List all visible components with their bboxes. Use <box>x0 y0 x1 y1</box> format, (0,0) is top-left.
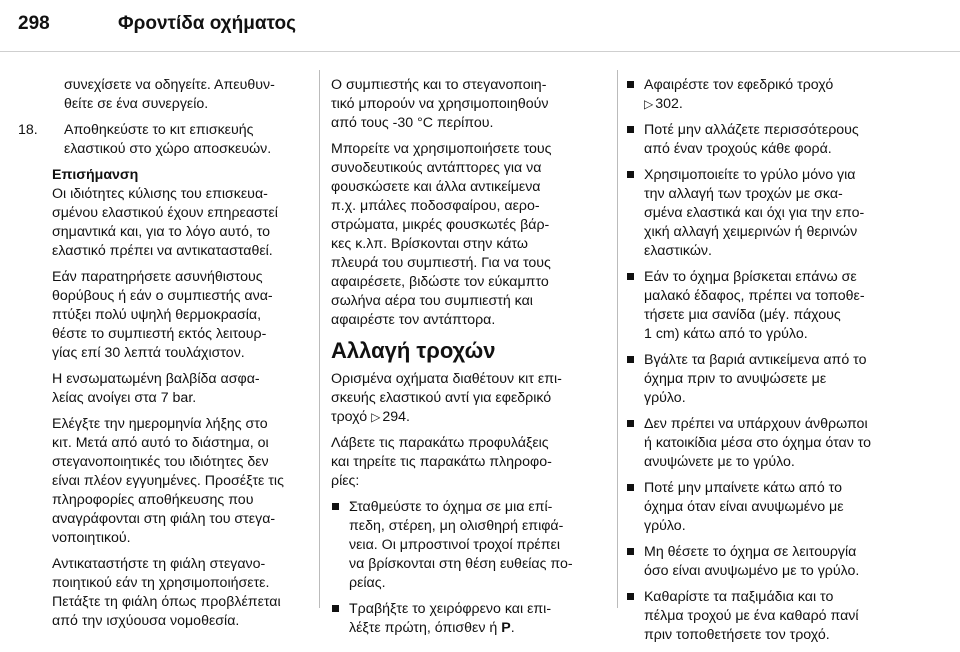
square-bullet-icon <box>627 548 634 555</box>
list-item: Τραβήξτε το χειρόφρενο και επι- λέξτε πρώτη, όπισθεν ή P. <box>331 600 609 638</box>
square-bullet-icon <box>332 503 339 510</box>
note-heading: Επισήμανση <box>52 167 139 183</box>
arrow-ref-icon: ▷ <box>371 410 381 424</box>
list-item: Βγάλτε τα βαριά αντικείμενα από το όχημα πριν το ανυψώσετε με γρύλο. <box>626 351 946 408</box>
list-item: Σταθμεύστε το όχημα σε μια επί- πεδη, στέρεη, μη ολισθηρή επιφά- νεια. Οι μπροστινοί τροχοί πρέπει να βρίσκονται στη θέση ευθείας πο- ρείας. <box>331 498 609 593</box>
section-heading: Αλλαγή τροχών <box>331 338 496 363</box>
step-number: 18. <box>18 122 38 138</box>
page-title: Φροντίδα οχήματος <box>118 13 296 34</box>
square-bullet-icon <box>627 484 634 491</box>
list-item: Ποτέ μην μπαίνετε κάτω από το όχημα όταν είναι ανυψωμένο με γρύλο. <box>626 479 946 536</box>
note-paragraph: Αντικαταστήστε τη φιάλη στεγανο- ποιητικού εάν τη χρησιμοποιήσετε. Πετάξτε τη φιάλη όπως προβλέπεται από την ισχύουσα νομοθεσία. <box>52 556 281 629</box>
precaution-paragraph: Λάβετε τις παρακάτω προφυλάξεις και τηρείτε τις παρακάτω πληροφο- ρίες: <box>331 435 552 489</box>
page-ref-link[interactable]: 302. <box>655 96 683 112</box>
square-bullet-icon <box>332 605 339 612</box>
list-item: Δεν πρέπει να υπάρχουν άνθρωποι ή κατοικίδια μέσα στο όχημα όταν το ανυψώνετε με το γρύλο. <box>626 415 946 472</box>
square-bullet-icon <box>627 273 634 280</box>
square-bullet-icon <box>627 593 634 600</box>
square-bullet-icon <box>627 126 634 133</box>
arrow-ref-icon: ▷ <box>644 97 654 111</box>
step-18: 18. Αποθηκεύστε το κιτ επισκευής ελαστικού στο χώρο αποσκευών. <box>18 122 272 157</box>
page-header <box>0 0 960 44</box>
column-divider <box>617 70 618 608</box>
square-bullet-icon <box>627 171 634 178</box>
column-right <box>626 76 946 652</box>
list-item: Αφαιρέστε τον εφεδρικό τροχό ▷ 302. <box>626 76 946 114</box>
paragraph: Ο συμπιεστής και το στεγανοποιη- τικό μπορούν να χρησιμοποιηθούν από τους -30 °C περίπου. <box>331 77 549 131</box>
square-bullet-icon <box>627 420 634 427</box>
note-paragraph: Ελέγξτε την ημερομηνία λήξης στο κιτ. Μετά από αυτό το διάστημα, οι στεγανοποιητικές του ιδιότητες δεν είναι πλέον εγγυημένες. Προσέξτε τις πληροφορίες αποθήκευσης που αναγράφονται στη φιάλη του στεγα- νοποιητικού. <box>52 416 284 546</box>
square-bullet-icon <box>627 356 634 363</box>
note-paragraph: Οι ιδιότητες κύλισης του επισκευα- σμένου ελαστικού έχουν επηρεαστεί σημαντικά και, για το λόγο αυτό, το ελαστικό πρέπει να αντικατασταθεί. <box>52 186 278 259</box>
square-bullet-icon <box>627 81 634 88</box>
intro-paragraph: Ορισμένα οχήματα διαθέτουν κιτ επι- σκευής ελαστικού αντί για εφεδρικό τροχό ▷ 294. <box>331 371 562 425</box>
page-ref-link[interactable]: 294. <box>382 409 410 425</box>
list-item: Καθαρίστε τα παξιμάδια και το πέλμα τροχού με ένα καθαρό πανί πριν τοποθετήσετε τον τροχό. <box>626 588 946 645</box>
page-number: 298 <box>18 13 50 34</box>
list-item: Ποτέ μην αλλάζετε περισσότερους από έναν τροχούς κάθε φορά. <box>626 121 946 159</box>
list-item: Εάν το όχημα βρίσκεται επάνω σε μαλακό έδαφος, πρέπει να τοποθε- τήσετε μια σανίδα (μέγ. πάχους 1 cm) κάτω από το γρύλο. <box>626 268 946 344</box>
note-paragraph: Εάν παρατηρήσετε ασυνήθιστους θορύβους ή εάν ο συμπιεστής ανα- πτύξει πολύ υψηλή θερμοκρασία, θέστε το συμπιεστή εκτός λειτουρ- γίας επί 30 λεπτά τουλάχιστον. <box>52 269 273 361</box>
paragraph: Μπορείτε να χρησιμοποιήσετε τους συνοδευτικούς αντάπτορες για να φουσκώσετε και άλλα αντικείμενα π.χ. μπάλες ποδοσφαίρου, αερο- στρώματα, μικρές φουσκωτές βάρ- κες κ.λπ. Βρίσκονται στην κάτω πλευρά του συμπιεστή. Για να τους αφαιρέσετε, βιδώστε τον εύκαμπτο σωλήνα αέρα του συμπιεστή και αφαιρέστε τον αντάπτορα. <box>331 141 552 328</box>
note-paragraph: Η ενσωματωμένη βαλβίδα ασφα- λείας ανοίγει στα 7 bar. <box>52 371 260 406</box>
column-divider <box>319 70 320 608</box>
column-middle <box>331 76 609 645</box>
column-left <box>18 76 308 638</box>
gear-p-label: P <box>501 620 511 636</box>
note-block <box>18 166 308 631</box>
continued-text: συνεχίσετε να οδηγείτε. Απευθυν- θείτε σε ένα συνεργείο. <box>64 77 275 112</box>
header-divider <box>0 51 960 52</box>
list-item: Χρησιμοποιείτε το γρύλο μόνο για την αλλαγή των τροχών με σκα- σμένα ελαστικά και όχι για την επο- χική αλλαγή χειμερινών ή θερινών ελαστικών. <box>626 166 946 261</box>
list-item: Μη θέσετε το όχημα σε λειτουργία όσο είναι ανυψωμένο με το γρύλο. <box>626 543 946 581</box>
